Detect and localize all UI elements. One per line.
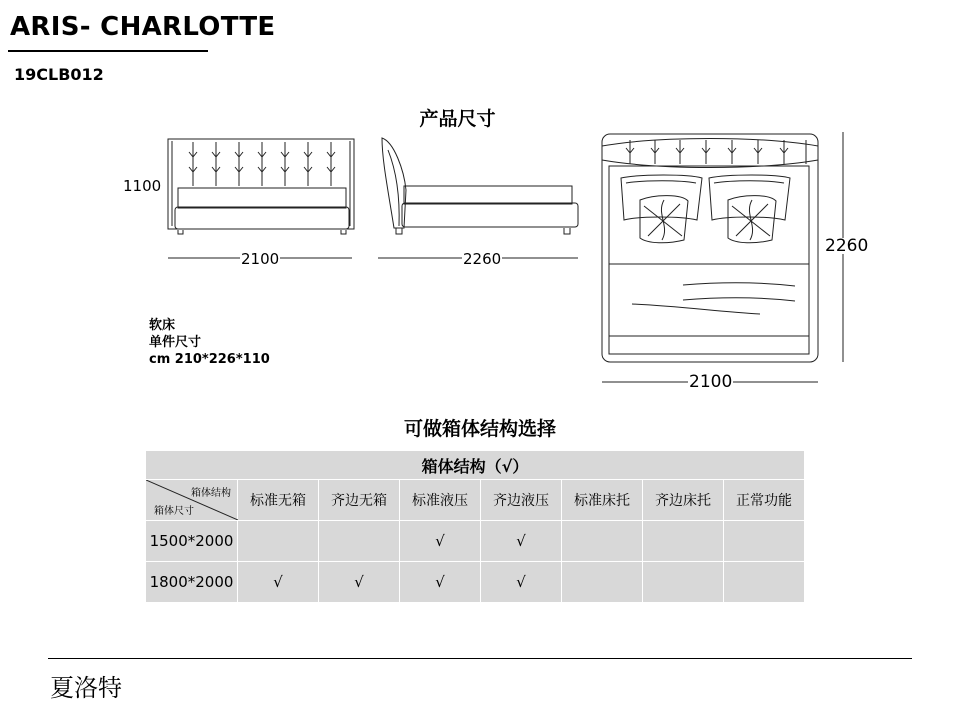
front-width-label: 2100 [241, 250, 280, 268]
table-cell [562, 521, 643, 562]
model-code: 19CLB012 [14, 65, 104, 84]
table-heading: 可做箱体结构选择 [403, 418, 556, 440]
side-view-drawing [378, 138, 578, 258]
footer-product-name: 夏洛特 [50, 674, 122, 702]
table-row [146, 521, 805, 562]
table-cell: √ [481, 521, 562, 562]
column-header: 齐边无箱 [319, 480, 400, 521]
top-view-drawing [602, 132, 843, 382]
row-size-cell: 1500*2000 [146, 521, 238, 562]
top-length-label: 2260 [825, 236, 869, 256]
table-cell [724, 562, 805, 603]
spec-category: 软床 [149, 318, 176, 333]
side-length-label: 2260 [463, 250, 502, 268]
front-view-drawing [168, 139, 354, 258]
table-cell: √ [238, 562, 319, 603]
table-cell [319, 521, 400, 562]
front-height-label: 1100 [123, 177, 162, 195]
table-cell [562, 562, 643, 603]
column-header: 齐边床托 [643, 480, 724, 521]
column-header: 正常功能 [724, 480, 805, 521]
table-cell [643, 562, 724, 603]
spec-size-label: 单件尺寸 [149, 335, 202, 350]
table-cell [238, 521, 319, 562]
box-structure-table [145, 450, 805, 603]
row-size-cell: 1800*2000 [146, 562, 238, 603]
column-header: 标准床托 [562, 480, 643, 521]
corner-header-cell [146, 480, 238, 521]
corner-bottom-label: 箱体尺寸 [154, 506, 194, 517]
table-cell: √ [319, 562, 400, 603]
table-cell: √ [400, 521, 481, 562]
table-row [146, 562, 805, 603]
table-header-row [146, 480, 805, 521]
column-header: 标准液压 [400, 480, 481, 521]
column-header: 齐边液压 [481, 480, 562, 521]
table-caption-row [146, 451, 805, 480]
footer-divider [48, 658, 912, 659]
table-cell [724, 521, 805, 562]
table-cell: √ [400, 562, 481, 603]
column-header: 标准无箱 [238, 480, 319, 521]
top-width-label: 2100 [689, 372, 733, 392]
corner-top-label: 箱体结构 [191, 488, 231, 499]
section-title: 产品尺寸 [419, 108, 496, 130]
spec-size-value: cm 210*226*110 [149, 352, 270, 367]
table-cell: √ [481, 562, 562, 603]
table-caption: 箱体结构（√） [146, 451, 805, 480]
table-cell [643, 521, 724, 562]
brand-title: ARIS- CHARLOTTE [10, 12, 276, 42]
